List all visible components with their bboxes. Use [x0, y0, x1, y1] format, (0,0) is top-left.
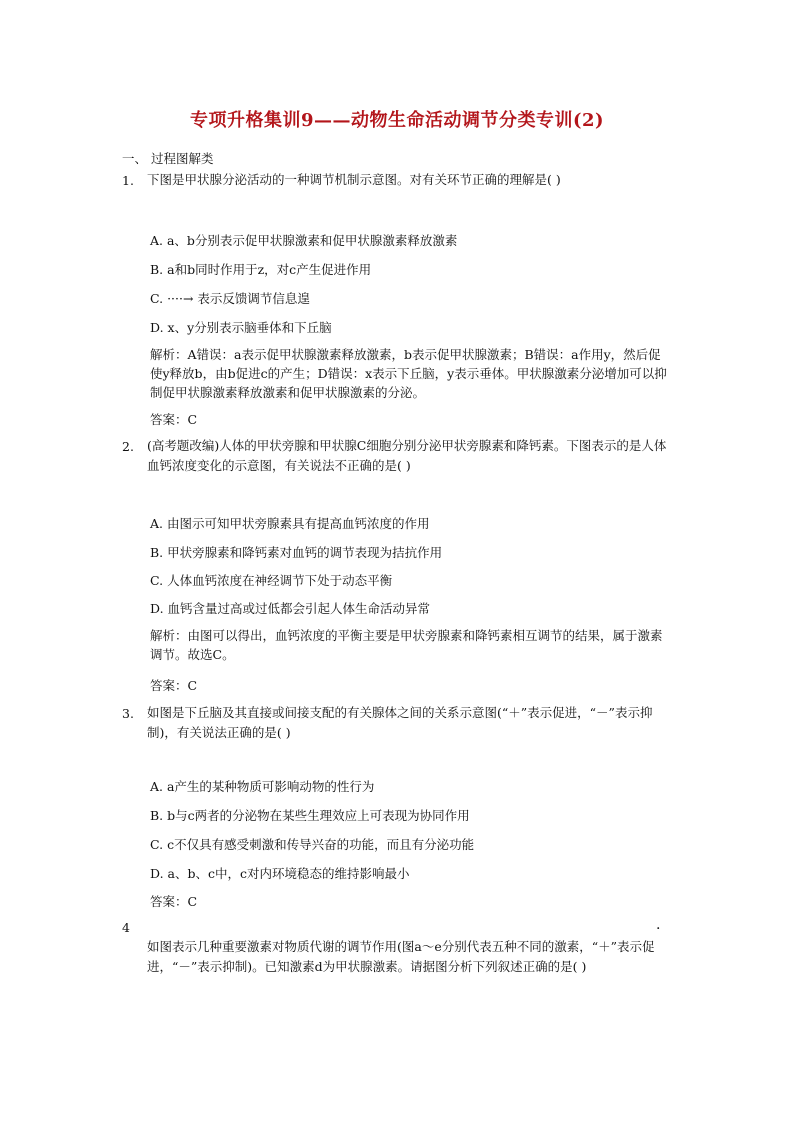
- q1-option-d: D. x、y分别表示脑垂体和下丘脑: [150, 320, 332, 335]
- q2-number: 2.: [122, 439, 134, 454]
- q4-text: 如图表示几种重要激素对物质代谢的调节作用(图a～e分别代表五种不同的激素，“＋”表示促进，“－”表示抑制)。已知激素d为甲状腺激素。请据图分析下列叙述正确的是( ): [147, 939, 655, 974]
- q2-option-c: C. 人体血钙浓度在神经调节下处于动态平衡: [150, 573, 393, 588]
- q2-option-b: B. 甲状旁腺素和降钙素对血钙的调节表现为拮抗作用: [150, 545, 443, 560]
- document-title: 专项升格集训9——动物生命活动调节分类专训(2): [189, 110, 605, 131]
- q2-text: (高考题改编)人体的甲状旁腺和甲状腺C细胞分别分泌甲状旁腺素和降钙素。下图表示的是人体血钙浓度变化的示意图，有关说法不正确的是( ): [147, 438, 667, 473]
- q4-number: 4: [122, 920, 130, 935]
- q3-option-c: C. c不仅具有感受刺激和传导兴奋的功能，而且有分泌功能: [150, 837, 475, 852]
- section-heading: 一、 过程图解类: [122, 151, 214, 166]
- q1-option-a: A. a、b分别表示促甲状腺激素和促甲状腺激素释放激素: [150, 233, 458, 248]
- q2-answer: 答案：C: [150, 678, 198, 693]
- q3-option-b: B. b与c两者的分泌物在某些生理效应上可表现为协同作用: [150, 808, 470, 823]
- q1-option-c: C. ····→ 表示反馈调节信息遑: [150, 291, 310, 306]
- q1-option-b: B. a和b同时作用于z，对c产生促进作用: [150, 262, 372, 277]
- q3-number: 3.: [122, 706, 134, 721]
- q1-explanation: 解析：A错误：a表示促甲状腺激素释放激素，b表示促甲状腺激素；B错误：a作用y，然后促使y释放b，由b促进c的产生；D错误：x表示下丘脑，y表示垂体。甲状腺激素分泌增加可以抑制促甲状腺激素释放激素和促甲状腺激素的分泌。: [150, 347, 667, 400]
- q1-text: 下图是甲状腺分泌活动的一种调节机制示意图。对有关环节正确的理解是( ): [147, 172, 561, 187]
- q3-option-a: A. a产生的某种物质可影响动物的性行为: [150, 779, 375, 794]
- q2-option-d: D. 血钙含量过高或过低都会引起人体生命活动异常: [150, 601, 431, 616]
- q2-option-a: A. 由图示可知甲状旁腺素具有提高血钙浓度的作用: [150, 516, 430, 531]
- q1-number: 1.: [122, 173, 134, 188]
- q1-answer: 答案：C: [150, 412, 198, 427]
- q4-dot: .: [656, 917, 661, 933]
- q3-text: 如图是下丘脑及其直接或间接支配的有关腺体之间的关系示意图(“＋”表示促进，“－”表示抑制)，有关说法正确的是( ): [147, 705, 653, 740]
- q2-explanation: 解析：由图可以得出，血钙浓度的平衡主要是甲状旁腺素和降钙素相互调节的结果，属于激素调节。故选C。: [150, 628, 663, 662]
- q3-answer: 答案：C: [150, 894, 198, 909]
- q3-option-d: D. a、b、c中，c对内环境稳态的维持影响最小: [150, 866, 410, 881]
